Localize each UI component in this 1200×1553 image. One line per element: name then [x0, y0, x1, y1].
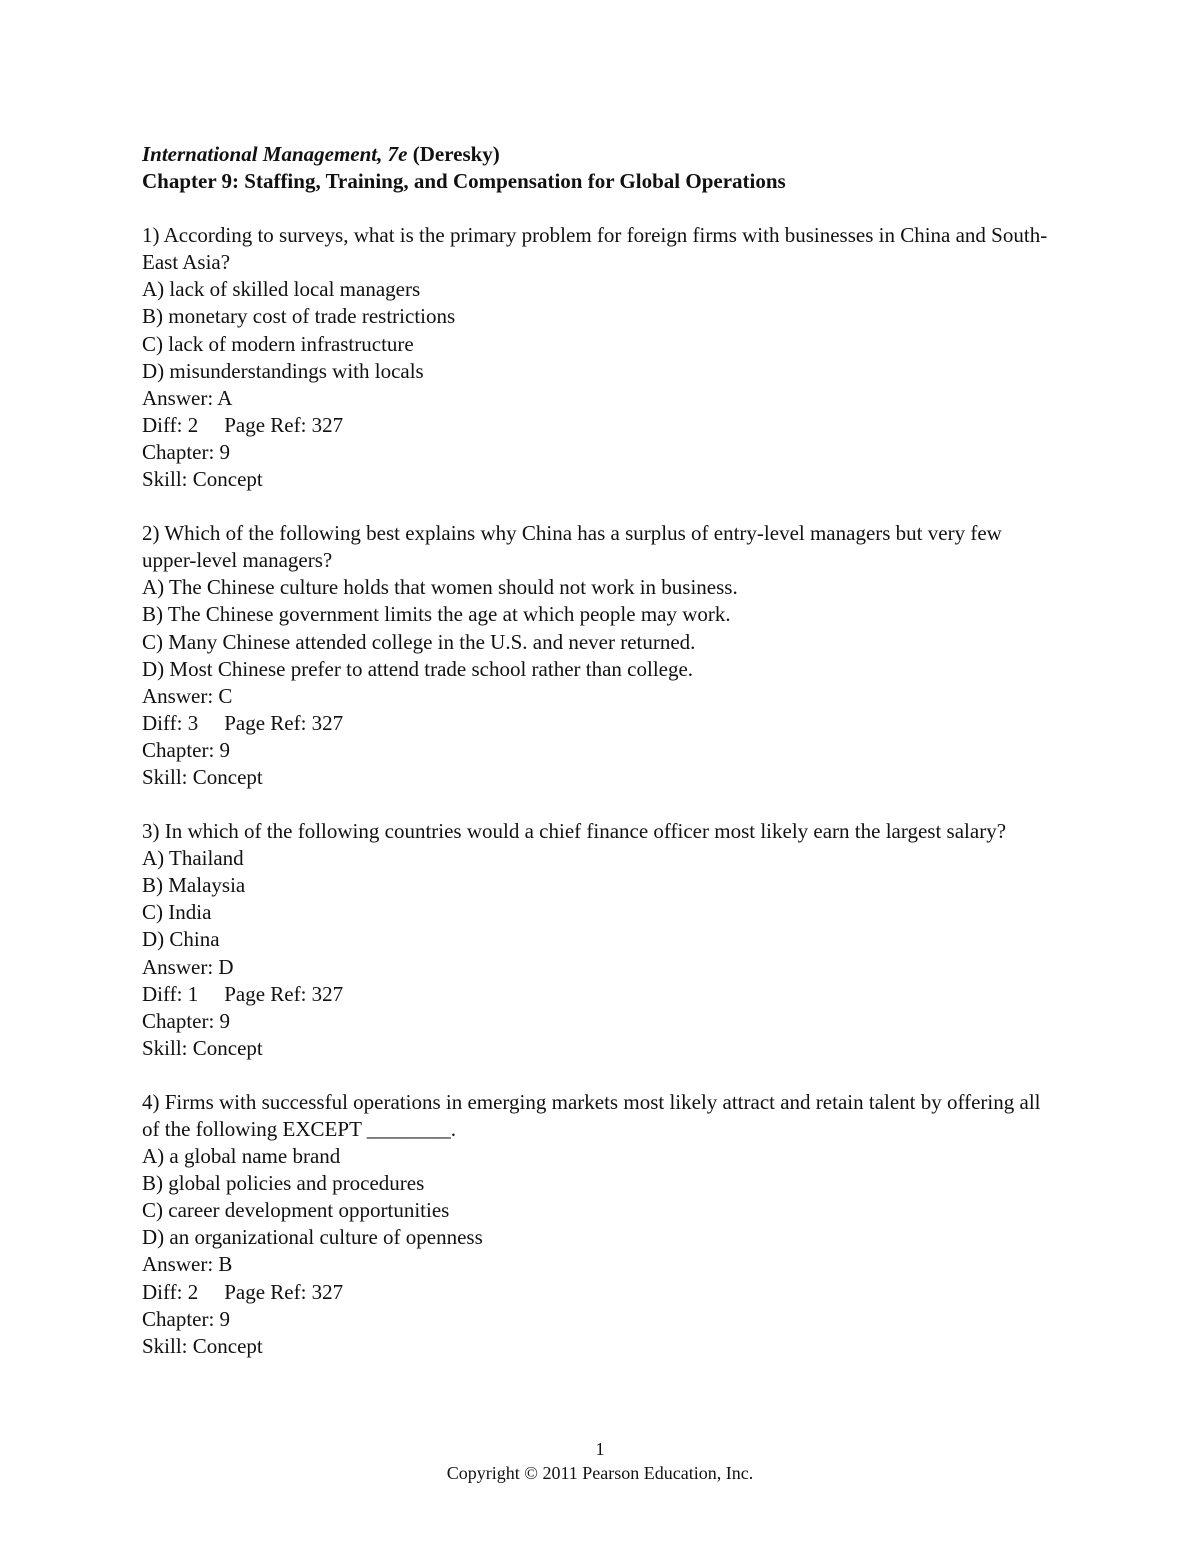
option-c: C) India	[142, 900, 212, 925]
option-b: B) Malaysia	[142, 873, 246, 898]
option-b: B) global policies and procedures	[142, 1171, 425, 1196]
question-stem: 4) Firms with successful operations in emerging markets most likely attract and retain talent by offering all of the following EXCEPT ________.	[142, 1089, 1041, 1141]
skill-line: Skill: Concept	[142, 467, 263, 492]
page-ref: Page Ref: 327	[224, 981, 344, 1006]
option-c: C) career development opportunities	[142, 1198, 450, 1223]
book-author: (Deresky)	[412, 142, 500, 166]
chapter-line: Chapter: 9	[142, 737, 231, 762]
difficulty: Diff: 3	[142, 710, 199, 735]
question-4	[142, 1089, 1072, 1360]
question-stem: 1) According to surveys, what is the primary problem for foreign firms with businesses in China and South-East Asia?	[142, 223, 1048, 275]
difficulty-line	[142, 710, 1072, 737]
book-edition: 7e	[387, 142, 408, 166]
difficulty-line	[142, 1279, 1072, 1306]
chapter-line: Chapter: 9	[142, 1008, 231, 1033]
page-ref: Page Ref: 327	[224, 710, 344, 735]
difficulty-line	[142, 981, 1072, 1008]
skill-line: Skill: Concept	[142, 1333, 263, 1358]
question-3	[142, 818, 1072, 1062]
difficulty: Diff: 1	[142, 981, 199, 1006]
difficulty-line	[142, 412, 1072, 439]
page-ref: Page Ref: 327	[224, 412, 344, 437]
option-a: A) The Chinese culture holds that women should not work in business.	[142, 575, 738, 600]
skill-line: Skill: Concept	[142, 1035, 263, 1060]
option-a: A) lack of skilled local managers	[142, 277, 421, 302]
question-2	[142, 520, 1072, 791]
answer-line: Answer: B	[142, 1252, 233, 1277]
page-number: 1	[595, 1439, 605, 1459]
page-ref: Page Ref: 327	[224, 1279, 344, 1304]
option-d: D) misunderstandings with locals	[142, 358, 424, 383]
question-1	[142, 222, 1072, 493]
option-d: D) Most Chinese prefer to attend trade school rather than college.	[142, 656, 694, 681]
answer-line: Answer: A	[142, 385, 233, 410]
book-title-line	[142, 141, 1072, 168]
option-a: A) a global name brand	[142, 1144, 341, 1169]
answer-line: Answer: C	[142, 683, 233, 708]
option-b: B) The Chinese government limits the age at which people may work.	[142, 602, 731, 627]
question-stem: 2) Which of the following best explains why China has a surplus of entry-level managers but very few upper-level managers?	[142, 521, 1002, 573]
option-c: C) Many Chinese attended college in the U.S. and never returned.	[142, 629, 696, 654]
difficulty: Diff: 2	[142, 412, 199, 437]
skill-line: Skill: Concept	[142, 764, 263, 789]
book-title: International Management,	[142, 142, 383, 166]
option-c: C) lack of modern infrastructure	[142, 331, 414, 356]
answer-line: Answer: D	[142, 954, 234, 979]
question-stem: 3) In which of the following countries would a chief finance officer most likely earn the largest salary?	[142, 819, 1007, 844]
difficulty: Diff: 2	[142, 1279, 199, 1304]
chapter-line: Chapter: 9	[142, 1306, 231, 1331]
page-content	[142, 141, 1072, 1360]
option-d: D) an organizational culture of openness	[142, 1225, 483, 1250]
option-d: D) China	[142, 927, 220, 952]
copyright-notice: Copyright © 2011 Pearson Education, Inc.	[446, 1463, 754, 1483]
option-a: A) Thailand	[142, 846, 244, 871]
chapter-line: Chapter: 9	[142, 439, 231, 464]
option-b: B) monetary cost of trade restrictions	[142, 304, 456, 329]
chapter-title: Chapter 9: Staffing, Training, and Compensation for Global Operations	[142, 169, 786, 194]
